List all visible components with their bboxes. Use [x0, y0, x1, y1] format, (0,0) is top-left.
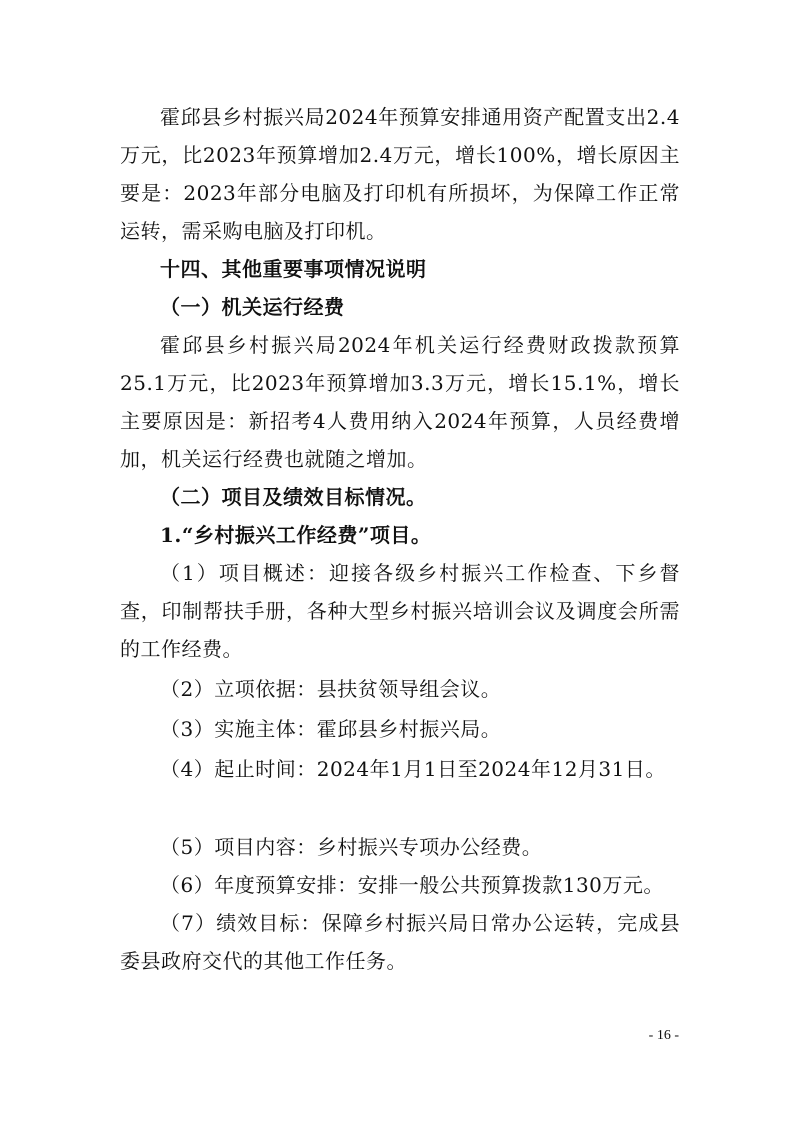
project-performance-goal: （7）绩效目标：保障乡村振兴局日常办公运转，完成县委县政府交代的其他工作任务。 — [120, 911, 680, 973]
page-number: - 16 - — [648, 1028, 679, 1043]
project-basis: （2）立项依据：县扶贫领导组会议。 — [160, 677, 502, 701]
project-implementer: （3）实施主体：霍邱县乡村振兴局。 — [160, 717, 502, 741]
project-title: 1.“乡村振兴工作经费”项目。 — [160, 523, 432, 547]
subsection-heading-operating-costs: （一）机关运行经费 — [160, 295, 345, 319]
paragraph-operating-costs: 霍邱县乡村振兴局2024年机关运行经费财政拨款预算25.1万元，比2023年预算增加3.3万元，增长15.1%，增长主要原因是：新招考4人费用纳入2024年预算，人员经费增加，机关运行经费也就随之增加。 — [120, 333, 680, 471]
project-overview: （1）项目概述：迎接各级乡村振兴工作检查、下乡督查，印制帮扶手册，各种大型乡村振兴培训会议及调度会所需的工作经费。 — [120, 561, 680, 661]
subsection-heading-projects: （二）项目及绩效目标情况。 — [160, 485, 427, 509]
paragraph-asset-allocation: 霍邱县乡村振兴局2024年预算安排通用资产配置支出2.4万元，比2023年预算增加2.4万元，增长100%，增长原因主要是：2023年部分电脑及打印机有所损坏，为保障工作正常运转，需采购电脑及打印机。 — [120, 105, 680, 243]
project-content: （5）项目内容：乡村振兴专项办公经费。 — [160, 835, 543, 859]
project-period: （4）起止时间：2024年1月1日至2024年12月31日。 — [160, 757, 666, 781]
section-heading-other-matters: 十四、其他重要事项情况说明 — [160, 257, 427, 281]
project-budget: （6）年度预算安排：安排一般公共预算拨款130万元。 — [160, 873, 664, 897]
